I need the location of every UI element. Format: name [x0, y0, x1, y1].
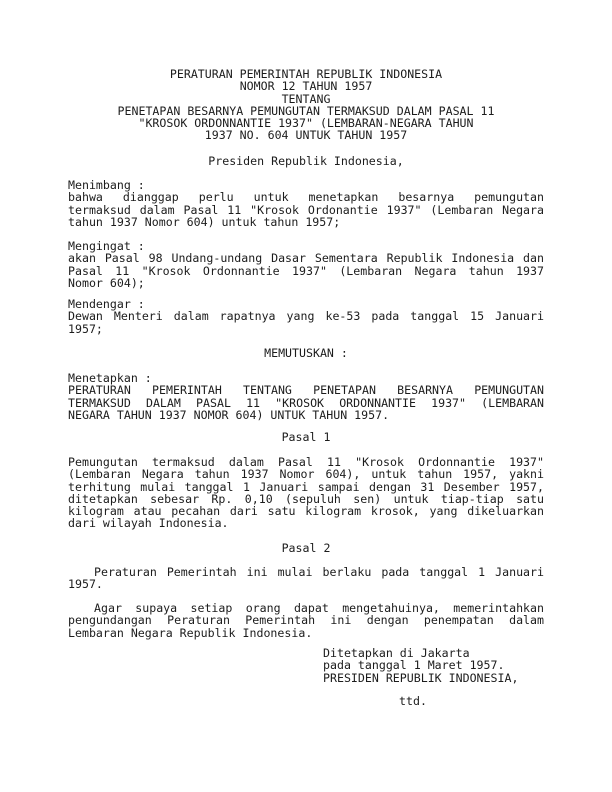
body-line: 1957. [68, 577, 103, 592]
section-label: Menimbang : [68, 178, 145, 192]
section-menetapkan [68, 372, 544, 421]
title-line: "KROSOK ORDONNANTIE 1937" (LEMBARAN-NEGARA TAHUN [138, 116, 474, 131]
body-line: kilogram atau pecahan dari satu kilogram krosok, yang dikeluarkan [68, 504, 544, 519]
body-line: Dewan Menteri dalam rapatnya yang ke-53 pada tanggal 15 Januari [68, 309, 544, 324]
enactment-date: pada tanggal 1 Maret 1957. [323, 658, 505, 673]
title-line: 1937 NO. 604 UNTUK TAHUN 1957 [204, 128, 408, 143]
article-heading-line: Pasal 1 [281, 430, 331, 444]
body-line: Agar supaya setiap orang dapat mengetahuinya, memerintahkan [94, 601, 544, 615]
section-label: Menetapkan : [68, 371, 152, 385]
body-line: NEGARA TAHUN 1937 NOMOR 604) UNTUK TAHUN 1957. [68, 407, 390, 422]
section-label: Mengingat : [68, 239, 145, 253]
body-line: Peraturan Pemerintah ini mulai berlaku pada tanggal 1 Januari [94, 565, 544, 579]
body-line: tahun 1937 Nomor 604) untuk tahun 1957; [68, 214, 341, 229]
body-line: 1957; [68, 321, 103, 336]
enactment-place: Ditetapkan di Jakarta [323, 646, 470, 660]
body-line: bahwa dianggap perlu untuk menetapkan besarnya pemungutan [68, 190, 544, 205]
document-title [68, 68, 544, 142]
signatory-title: PRESIDEN REPUBLIK INDONESIA, [323, 670, 519, 685]
signature-abbreviation-line: ttd. [399, 694, 427, 708]
article-1-body [68, 456, 544, 530]
section-label: Mendengar : [68, 297, 145, 311]
body-line: pengundangan Peraturan Pemerintah ini dengan penempatan dalam [68, 613, 544, 628]
body-line: dari wilayah Indonesia. [68, 516, 229, 531]
article-1-heading [68, 431, 544, 443]
section-mengingat [68, 240, 544, 289]
title-line: PERATURAN PEMERINTAH REPUBLIK INDONESIA [169, 67, 443, 81]
section-mendengar [68, 298, 544, 335]
body-line: Nomor 604); [68, 275, 145, 290]
article-heading-line: Pasal 2 [281, 541, 331, 555]
article-2-paragraph-2 [68, 602, 544, 639]
body-line: (Lembaran Negara tahun 1937 Nomor 604), untuk tahun 1957, yakni [68, 467, 544, 482]
article-2-heading [68, 542, 544, 554]
body-line: akan Pasal 98 Undang-undang Dasar Sementara Republik Indonesia dan [68, 251, 544, 266]
body-line: terhitung mulai tanggal 1 Januari sampai dengan 31 Desember 1957, [68, 479, 544, 494]
body-line: ditetapkan sebesar Rp. 0,10 (sepuluh sen) untuk tiap-tiap satu [68, 491, 544, 506]
body-line: Pemungutan termaksud dalam Pasal 11 "Krosok Ordonnantie 1937" [68, 455, 544, 469]
body-line: termaksud dalam Pasal 11 "Krosok Ordonantie 1937" (Lembaran Negara [68, 202, 544, 217]
body-line: Lembaran Negara Republik Indonesia. [68, 625, 313, 640]
decision-heading [68, 347, 544, 359]
section-menimbang [68, 179, 544, 228]
body-line: PERATURAN PEMERINTAH TENTANG PENETAPAN BESARNYA PEMUNGUTAN [68, 383, 544, 398]
body-line: TERMAKSUD DALAM PASAL 11 "KROSOK ORDONNANTIE 1937" (LEMBARAN [68, 395, 544, 410]
article-2-paragraph-1 [68, 566, 544, 591]
salutation-line: Presiden Republik Indonesia, [208, 154, 404, 168]
enactment-block [323, 647, 553, 684]
decision-heading-line: MEMUTUSKAN : [264, 346, 348, 360]
signature-abbreviation [399, 695, 459, 707]
body-line: Pasal 11 "Krosok Ordonnantie 1937" (Lembaran Negara tahun 1937 [68, 263, 544, 278]
title-line: TENTANG [281, 91, 331, 106]
title-line: PENETAPAN BESARNYA PEMUNGUTAN TERMAKSUD DALAM PASAL 11 [117, 103, 495, 118]
title-line: NOMOR 12 TAHUN 1957 [239, 79, 373, 94]
salutation [68, 155, 544, 167]
